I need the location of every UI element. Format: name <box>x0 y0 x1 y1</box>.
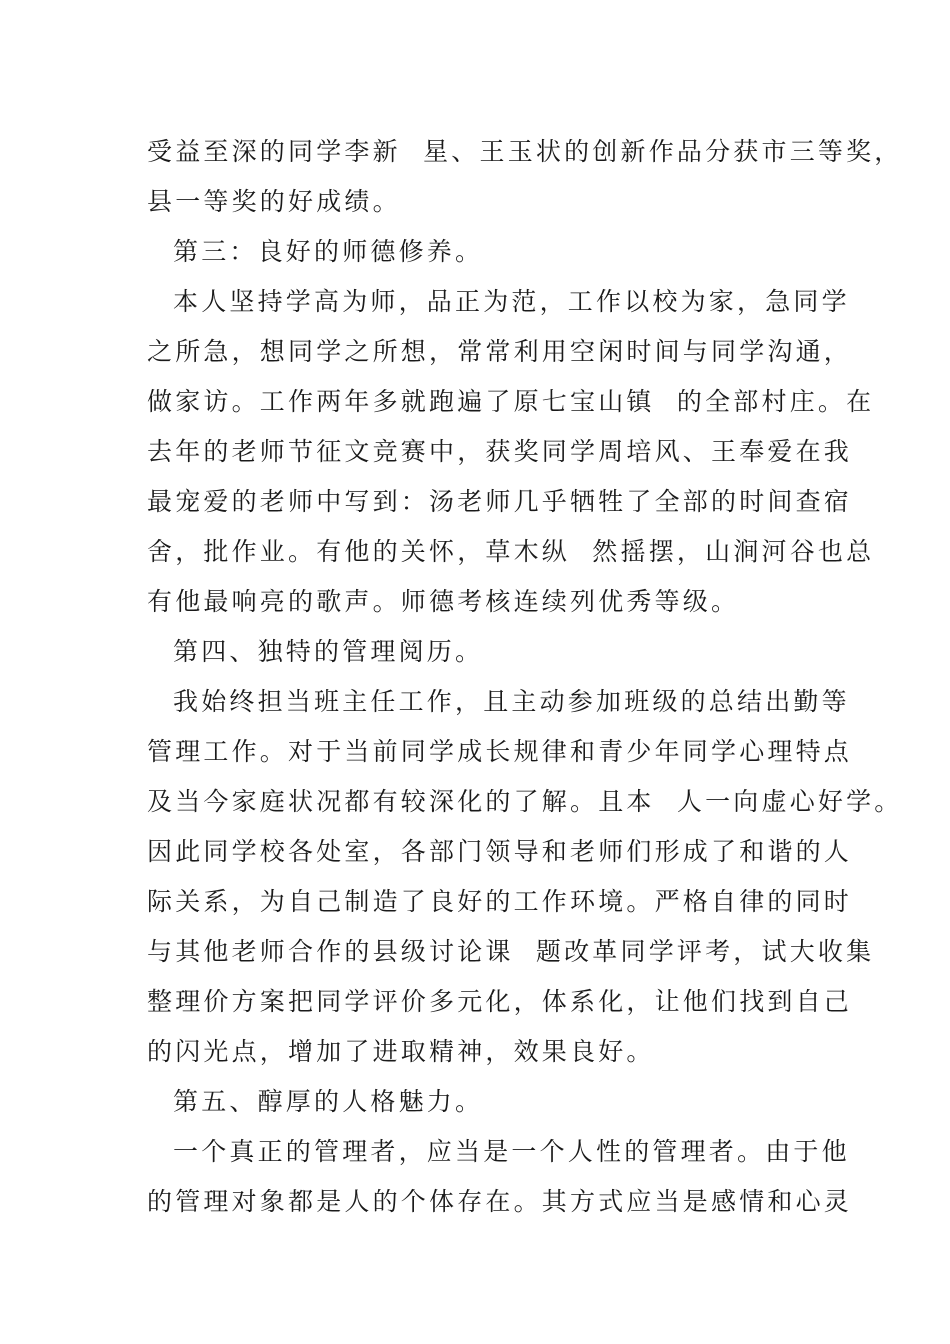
section-heading: 第三：良好的师德修养。 <box>173 237 484 266</box>
paragraph-line: 因此同学校各处室，各部门领导和老师们形成了和谐的人 <box>147 837 853 866</box>
paragraph-line: 去年的老师节征文竞赛中，获奖同学周培风、王奉爱在我 <box>147 437 853 466</box>
paragraph-line: 管理工作。对于当前同学成长规律和青少年同学心理特点 <box>147 737 853 766</box>
paragraph-line: 做家访。工作两年多就跑遍了原七宝山镇 的全部村庄。在 <box>147 387 875 416</box>
paragraph-line: 受益至深的同学李新 星、王玉状的创新作品分获市三等奖， <box>147 137 903 166</box>
section-heading: 第四、独特的管理阅历。 <box>173 637 484 666</box>
section-heading: 第五、醇厚的人格魅力。 <box>173 1087 484 1116</box>
paragraph-line: 县一等奖的好成绩。 <box>147 187 401 216</box>
paragraph-line: 最宠爱的老师中写到：汤老师几乎牺牲了全部的时间查宿 <box>147 487 853 516</box>
paragraph-line: 舍，批作业。有他的关怀，草木纵 然摇摆，山涧河谷也总 <box>147 537 875 566</box>
paragraph-line: 之所急，想同学之所想，常常利用空闲时间与同学沟通， <box>147 337 853 366</box>
paragraph-line: 及当今家庭状况都有较深化的了解。且本 人一向虚心好学。 <box>147 787 903 816</box>
paragraph-line: 整理价方案把同学评价多元化，体系化，让他们找到自己 <box>147 987 853 1016</box>
paragraph-line: 一个真正的管理者，应当是一个人性的管理者。由于他 <box>173 1137 850 1166</box>
paragraph-line: 与其他老师合作的县级讨论课 题改革同学评考，试大收集 <box>147 937 875 966</box>
paragraph-line: 有他最响亮的歌声。师德考核连续列优秀等级。 <box>147 587 740 616</box>
paragraph-line: 的闪光点，增加了进取精神，效果良好。 <box>147 1037 655 1066</box>
paragraph-line: 际关系，为自己制造了良好的工作环境。严格自律的同时 <box>147 887 853 916</box>
paragraph-line: 本人坚持学高为师，品正为范，工作以校为家，急同学 <box>173 287 850 316</box>
paragraph-line: 的管理对象都是人的个体存在。其方式应当是感情和心灵 <box>147 1187 853 1216</box>
paragraph-line: 我始终担当班主任工作，且主动参加班级的总结出勤等 <box>173 687 850 716</box>
